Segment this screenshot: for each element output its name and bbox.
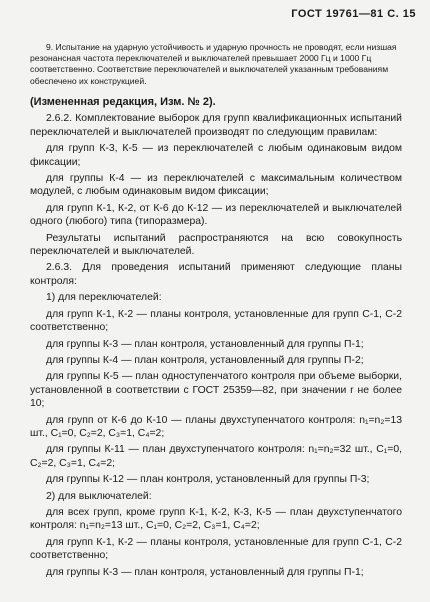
rule-k3-k5: для групп К-3, К-5 — из переключателей с любым одинаковым видом фиксации; [30,143,402,168]
paragraph-2-6-3: 2.6.3. Для проведения испытаний применяют следующие планы контроля: [30,262,402,287]
switch-k11: для группы К-11 — план двухступенчатого контроля: n₁=n₂=32 шт., C₁=0, C₂=2, C₃=1, C₄=2; [30,444,402,469]
switch-k5: для группы К-5 — план одноступенчатого контроля при объеме выборки, установленной в соответствии с ГОСТ 25359—82, при значении r не более 10; [30,371,402,410]
page-header: ГОСТ 19761—81 С. 15 [291,8,416,20]
results-paragraph: Результаты испытаний распространяются на всю совокупность переключателей и выключателей. [30,232,402,258]
switch-heading: 1) для переключателей: [46,292,162,304]
switch-k4: для группы К-4 — план контроля, установленный для группы П-2; [46,354,364,366]
main-text [30,96,402,582]
switch-k12: для группы К-12 — план контроля, установленный для группы П-3; [46,474,370,486]
amendment-note: (Измененная редакция, Изм. № 2). [30,96,216,108]
paragraph-2-6-2: 2.6.2. Комплектование выборок для групп квалификационных испытаний переключателей и выключателей производят по следующим правилам: [30,113,402,138]
switch-k6-k10: для групп от К-6 до К-10 — планы двухступенчатого контроля: n₁=n₂=13 шт., C₁=0, C₂=2, C₃=1, C₄=2; [30,414,402,439]
rule-k1-k12: для групп К-1, К-2, от К-6 до К-12 — из переключателей и выключателей одного (любого) типа (типоразмера). [30,202,402,228]
footnote-block [30,42,400,87]
rule-k4: для группы К-4 — из переключателей с максимальным количеством модулей, с любым одинаковым видом фиксации; [30,173,402,198]
breaker-k1-k2: для групп К-1, К-2 — планы контроля, установленные для групп С-1, С-2 соответственно; [30,536,402,562]
breaker-k3: для группы К-3 — план контроля, установленный для группы П-1; [46,566,364,578]
switch-k1-k2: для групп К-1, К-2 — планы контроля, установленные для групп С-1, С-2 соответственно; [30,308,402,334]
breaker-all-groups: для всех групп, кроме групп К-1, К-2, К-3, К-5 — план двухступенчатого контроля: n₁=n₂=13 шт., C₁=0, C₂=2, C₃=1, C₄=2; [30,506,402,532]
footnote-text: 9. Испытание на ударную устойчивость и ударную прочность не проводят, если низшая резонансная частота переключателей и выключателей превышает 2000 Гц и 1000 Гц соответственно. Соответствие переключателей и выключателей указанным требованиям обеспечено их конструкцией. [30,42,397,86]
breaker-heading: 2) для выключателей: [46,490,152,502]
switch-k3: для группы К-3 — план контроля, установленный для группы П-1; [46,338,364,350]
